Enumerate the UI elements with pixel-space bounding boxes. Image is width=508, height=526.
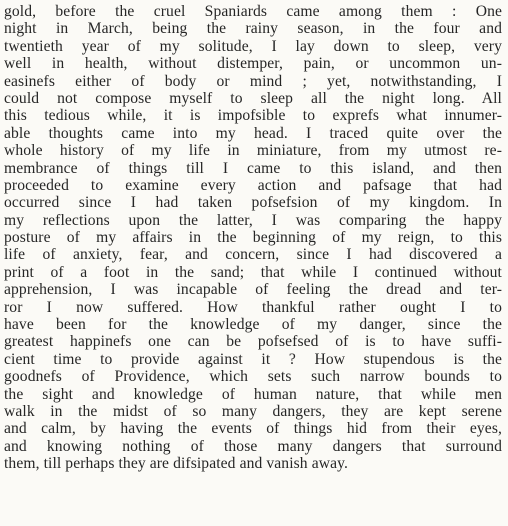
body-text xyxy=(4,3,502,473)
text-line: and calm, by having the events of things hid from their eyes, xyxy=(4,420,502,438)
text-line: membrance of things till I came to this island, and then xyxy=(4,159,502,177)
text-line: whole history of my life in miniature, from my utmost re- xyxy=(4,142,502,160)
text-line: this tedious while, it is impofsible to exprefs what innumer- xyxy=(4,107,502,125)
text-line: well in health, without distemper, pain, or uncommon un- xyxy=(4,55,502,73)
text-line: and knowing nothing of those many dangers that surround xyxy=(4,437,502,455)
text-line: occurred since I had taken pofsefsion of my kingdom. In xyxy=(4,194,502,212)
text-line: night in March, being the rainy season, in the four and xyxy=(4,20,502,38)
text-line: life of anxiety, fear, and concern, since I had discovered a xyxy=(4,246,502,264)
text-line: easinefs either of body or mind ; yet, notwithstanding, I xyxy=(4,72,502,90)
text-line: posture of my affairs in the beginning of my reign, to this xyxy=(4,229,502,247)
text-line: the sight and knowledge of human nature, that while men xyxy=(4,385,502,403)
text-line: able thoughts came into my head. I traced quite over the xyxy=(4,124,502,142)
text-line: my reflections upon the latter, I was comparing the happy xyxy=(4,211,502,229)
text-line: twentieth year of my solitude, I lay down to sleep, very xyxy=(4,37,502,55)
text-line: could not compose myself to sleep all the night long. All xyxy=(4,89,502,107)
text-line: greatest happinefs one can be pofsefsed of is to have suffi- xyxy=(4,333,502,351)
text-line: them, till perhaps they are difsipated and vanish away. xyxy=(4,455,348,473)
text-line: print of a foot in the sand; that while I continued without xyxy=(4,263,502,281)
text-line: have been for the knowledge of my danger, since the xyxy=(4,316,502,334)
text-line: apprehension, I was incapable of feeling the dread and ter- xyxy=(4,281,502,299)
text-line: gold, before the cruel Spaniards came among them : One xyxy=(4,3,502,20)
text-line: walk in the midst of so many dangers, they are kept serene xyxy=(4,402,502,420)
text-line: goodnefs of Providence, which sets such narrow bounds to xyxy=(4,368,502,386)
text-line: cient time to provide against it ? How stupendous is the xyxy=(4,350,502,368)
text-line: ror I now suffered. How thankful rather ought I to xyxy=(4,298,502,316)
text-line: proceeded to examine every action and pafsage that had xyxy=(4,176,502,194)
